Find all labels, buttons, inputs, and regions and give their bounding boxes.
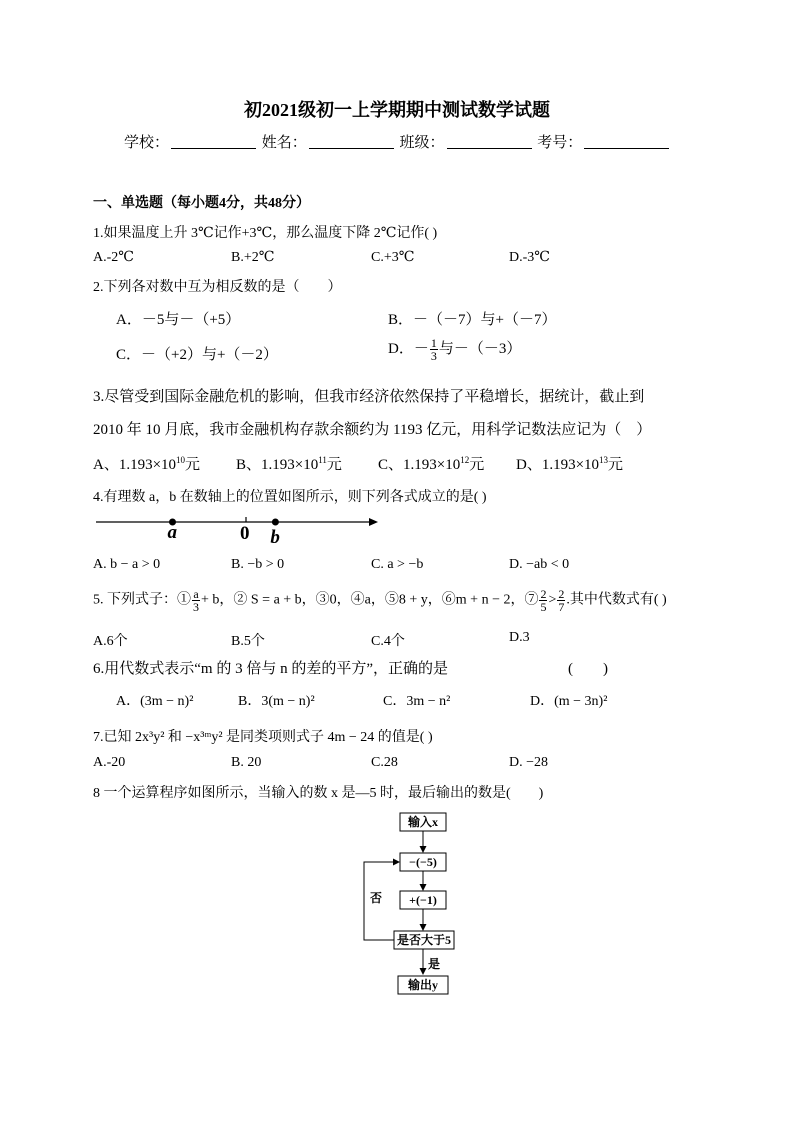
q2-option-b[interactable]: B．－（－7）与+（－7） — [388, 312, 557, 328]
q3-option-c[interactable] — [378, 453, 484, 474]
flowchart-figure — [360, 808, 470, 1000]
q3-a-exp: 10 — [176, 455, 186, 465]
q2-option-d-fraction — [430, 337, 438, 362]
q3-c-base: C、1.193×10 — [378, 457, 461, 473]
student-info-line — [124, 131, 671, 152]
school-blank[interactable] — [171, 134, 256, 149]
q3-d-exp: 13 — [599, 455, 609, 465]
q3-c-exp: 12 — [460, 455, 470, 465]
q8-stem: 8 一个运算程序如图所示，当输入的数 x 是—5 时，最后输出的数是( ) — [93, 786, 544, 801]
q5-stem — [93, 588, 667, 613]
q3-b-unit: 元 — [326, 457, 342, 473]
q5-fraction-1 — [192, 588, 200, 613]
q5-fraction-2 — [539, 588, 547, 613]
q3-d-base: D、1.193×10 — [516, 457, 600, 473]
q3-d-unit: 元 — [608, 457, 624, 473]
q3-b-exp: 11 — [318, 455, 327, 465]
flow-no-label: 否 — [370, 891, 383, 905]
number-line-label-a: a — [167, 522, 177, 543]
q3-option-b[interactable] — [236, 453, 342, 474]
q3-stem-line1: 3.尽管受到国际金融危机的影响，但我市经济依然保持了平稳增长，据统计，截止到 — [93, 389, 645, 405]
q3-a-base: A、1.193×10 — [93, 457, 177, 473]
q7-stem: 7.已知 2x³y² 和 −x³ᵐy² 是同类项则式子 4m − 24 的值是( ) — [93, 730, 433, 745]
q5-option-a[interactable]: A.6个 — [93, 634, 128, 649]
number-blank[interactable] — [584, 134, 669, 149]
q5-frac1-num: a — [193, 587, 199, 601]
flow-yes-label: 是 — [428, 957, 441, 971]
q3-c-unit: 元 — [469, 457, 485, 473]
q1-option-c[interactable]: C.+3℃ — [371, 250, 415, 265]
q2-stem: 2.下列各对数中互为相反数的是（ ） — [93, 280, 342, 295]
q4-option-c[interactable]: C. a > −b — [371, 557, 424, 572]
number-line-figure — [90, 506, 390, 548]
school-label: 学校： — [124, 135, 170, 151]
number-line-label-zero: 0 — [240, 523, 250, 544]
flow-decision-text: 是否大于5 — [396, 933, 452, 947]
q4-stem: 4.有理数 a，b 在数轴上的位置如图所示，则下列各式成立的是( ) — [93, 490, 487, 505]
q5-fraction-3 — [557, 588, 565, 613]
q1-option-d[interactable]: D.-3℃ — [509, 250, 550, 265]
q6-option-b[interactable]: B．3(m − n)² — [238, 694, 315, 709]
number-label: 考号： — [537, 135, 583, 151]
q4-option-b[interactable]: B. −b > 0 — [231, 557, 285, 572]
number-line-arrow — [369, 518, 378, 526]
q2-option-a[interactable]: A．－5与－（+5） — [116, 312, 241, 328]
name-label: 姓名： — [261, 135, 307, 151]
class-blank[interactable] — [447, 134, 532, 149]
q2-option-d[interactable] — [388, 337, 521, 362]
q5-frac2-den: 5 — [540, 600, 547, 614]
q6-option-a[interactable]: A．(3m − n)² — [116, 694, 194, 709]
number-line-point-b — [272, 519, 279, 526]
q2-frac-num: 1 — [430, 336, 437, 351]
q5-frac1-den: 3 — [193, 600, 199, 614]
q5-gt: > — [548, 592, 557, 608]
page-title: 初2021级初一上学期期中测试数学试题 — [244, 100, 550, 120]
q5-option-b[interactable]: B.5个 — [231, 634, 265, 649]
name-blank[interactable] — [309, 134, 394, 149]
q2-frac-den: 3 — [430, 349, 437, 364]
class-label: 班级： — [399, 135, 445, 151]
q5-frac3-num: 2 — [558, 587, 565, 601]
q5-middle: + b，② S = a + b，③0，④a，⑤8 + y，⑥m + n − 2，⑦ — [201, 592, 539, 608]
q4-option-d[interactable]: D. −ab < 0 — [509, 557, 570, 572]
q7-option-c[interactable]: C.28 — [371, 755, 398, 770]
q5-tail: .其中代数式有( ) — [566, 592, 667, 608]
flow-step1-text: −(−5) — [409, 855, 437, 869]
q2-option-d-suffix: 与－（－3） — [438, 341, 522, 357]
q7-option-b[interactable]: B. 20 — [231, 755, 262, 770]
section-title: 一、单选题（每小题4分，共48分） — [93, 196, 310, 211]
q7-option-d[interactable]: D. −28 — [509, 755, 549, 770]
q6-answer-paren: ( ) — [568, 661, 608, 677]
q6-stem: 6.用代数式表示“m 的 3 倍与 n 的差的平方”，正确的是 — [93, 661, 448, 677]
number-line-label-b: b — [270, 527, 280, 548]
q5-frac2-num: 2 — [540, 587, 547, 601]
q3-b-base: B、1.193×10 — [236, 457, 319, 473]
q5-frac3-den: 7 — [558, 600, 565, 614]
q6-option-c[interactable]: C．3m − n² — [383, 694, 451, 709]
flow-input-text: 输入x — [407, 815, 439, 829]
q4-option-a[interactable]: A. b − a > 0 — [93, 557, 161, 572]
q2-option-d-prefix: D．－ — [388, 341, 429, 357]
q3-option-d[interactable] — [516, 453, 623, 474]
q7-option-a[interactable]: A.-20 — [93, 755, 126, 770]
q1-option-a[interactable]: A.-2℃ — [93, 250, 134, 265]
q5-prefix: 5. 下列式子：① — [93, 592, 191, 608]
q3-option-a[interactable] — [93, 453, 200, 474]
flow-step2-text: +(−1) — [409, 893, 437, 907]
q1-stem: 1.如果温度上升 3℃记作+3℃，那么温度下降 2℃记作( ) — [93, 226, 438, 241]
q3-a-unit: 元 — [185, 457, 201, 473]
q2-option-c[interactable]: C．－（+2）与+（－2） — [116, 347, 278, 363]
q5-option-c[interactable]: C.4个 — [371, 634, 405, 649]
q6-option-d[interactable]: D．(m − 3n)² — [530, 694, 608, 709]
q3-stem-line2: 2010 年 10 月底，我市金融机构存款余额约为 1193 亿元，用科学记数法应记为（ ） — [93, 422, 652, 438]
flow-output-text: 输出y — [407, 978, 439, 992]
q1-option-b[interactable]: B.+2℃ — [231, 250, 275, 265]
q5-option-d[interactable]: D.3 — [509, 630, 530, 645]
